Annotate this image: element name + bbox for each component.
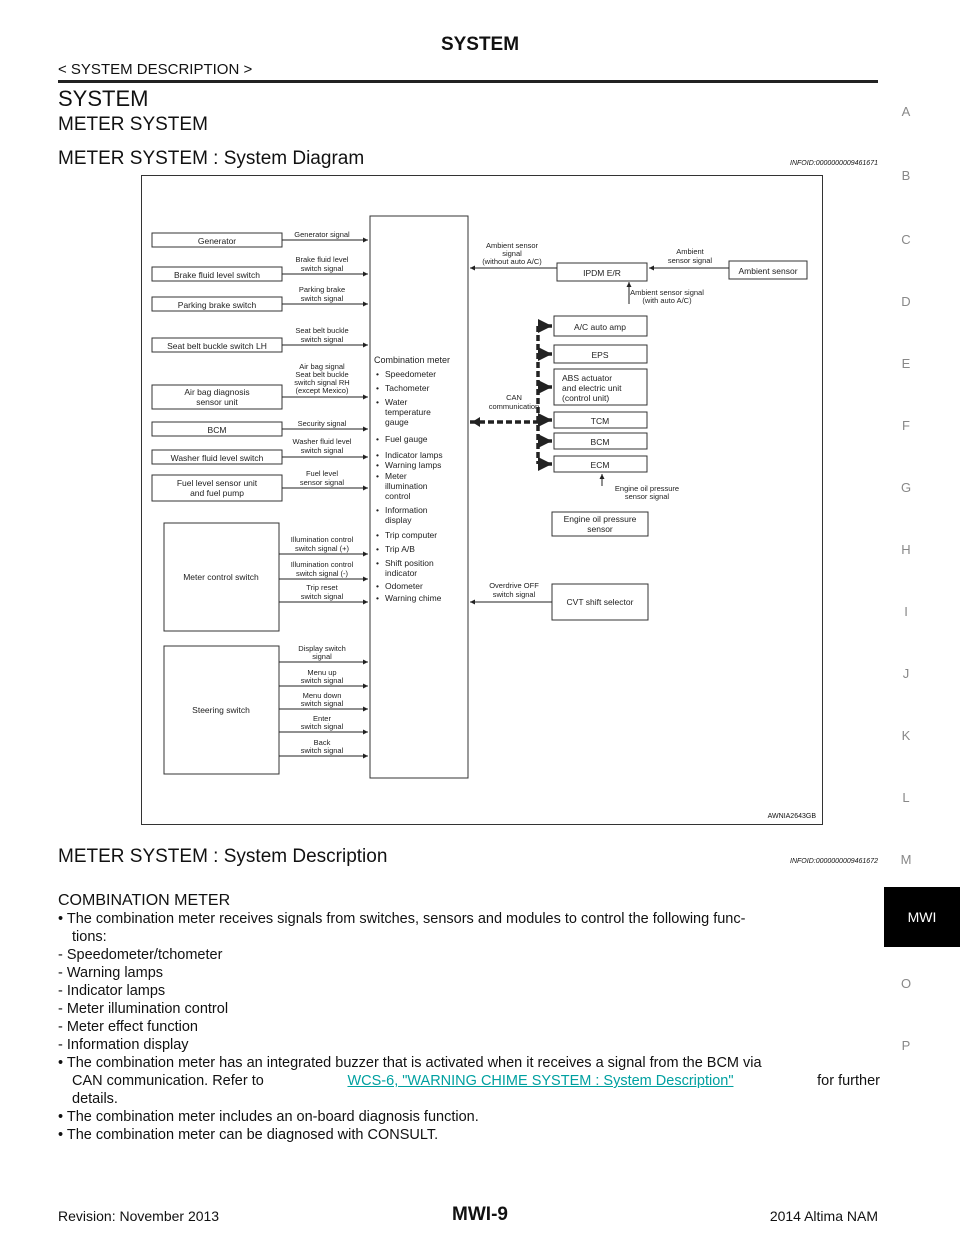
sig-display-1: Display switch: [298, 644, 346, 653]
index-letter-h[interactable]: H: [901, 542, 911, 557]
label-abs-3: (control unit): [562, 393, 610, 403]
meter-item-odometer: Odometer: [385, 581, 423, 591]
sig-illum-plus-1: Illumination control: [290, 535, 354, 544]
sig-back-1: Back: [313, 738, 331, 747]
sig-generator: Generator signal: [294, 230, 350, 239]
index-letter-l[interactable]: L: [902, 790, 910, 805]
sig-enter-1: Enter: [313, 714, 331, 723]
bullet-1-line-2: tions:: [72, 929, 107, 945]
index-letter-d[interactable]: D: [901, 294, 911, 309]
label-tcm: TCM: [590, 416, 610, 426]
heading-system-description: METER SYSTEM : System Description: [58, 846, 388, 867]
label-oil-1: Engine oil pressure: [563, 514, 637, 524]
meter-item-tachometer: Tachometer: [385, 383, 430, 393]
meter-item-trip-ab: Trip A/B: [385, 544, 415, 554]
label-abs-2: and electric unit: [562, 383, 622, 393]
label-can-1: CAN: [506, 393, 522, 402]
sig-menu-up-2: switch signal: [300, 676, 344, 685]
system-diagram-svg: [142, 176, 822, 824]
label-brake-fluid: Brake fluid level switch: [174, 270, 260, 280]
heading-meter-system: METER SYSTEM: [58, 114, 208, 135]
sig-airbag-4: (except Mexico): [295, 386, 349, 395]
meter-item-gauge: gauge: [385, 417, 409, 427]
page-title: SYSTEM: [440, 34, 520, 55]
index-letter-c[interactable]: C: [901, 232, 911, 247]
bullet-2-text-post: for further: [817, 1073, 880, 1089]
sig-oil-2: sensor signal: [624, 492, 670, 501]
sig-trip-2: switch signal: [300, 592, 344, 601]
label-bcm-right: BCM: [590, 437, 610, 447]
sig-ambient-out-1: Ambient: [676, 247, 704, 256]
meter-item-9: •: [376, 530, 379, 540]
bullet-4: • The combination meter can be diagnosed with CONSULT.: [58, 1127, 439, 1143]
label-generator: Generator: [197, 236, 237, 246]
meter-item-meter: Meter: [385, 471, 407, 481]
sig-security: Security signal: [297, 419, 347, 428]
label-ambient-sensor: Ambient sensor: [738, 266, 798, 276]
label-oil-2: sensor: [587, 524, 613, 534]
meter-item-13: •: [376, 593, 379, 603]
bullet-2-line-2: [72, 1072, 880, 1090]
sig-washer-1: Washer fluid level: [292, 437, 352, 446]
label-meter-control-switch: Meter control switch: [183, 572, 259, 582]
sig-oil-1: Engine oil pressure: [614, 484, 680, 493]
label-fuel-1: Fuel level sensor unit: [176, 478, 258, 488]
sig-ambient-in-1: Ambient sensor: [485, 241, 539, 250]
sig-airbag-3: switch signal RH: [294, 378, 350, 387]
sig-parking-1: Parking brake: [298, 285, 346, 294]
index-letter-a[interactable]: A: [901, 104, 911, 119]
index-letter-k[interactable]: K: [901, 728, 911, 743]
label-can-2: communication: [488, 402, 540, 411]
dash-item-5: - Meter effect function: [58, 1019, 198, 1035]
figure-id: AWNIA2643GB: [767, 813, 816, 820]
meter-item-6: •: [376, 460, 379, 470]
sig-ambient-in-3: (without auto A/C): [482, 257, 542, 266]
label-bcm-left: BCM: [207, 425, 227, 435]
sig-ambient-auto-1: Ambient sensor signal: [630, 288, 704, 297]
dash-item-3: - Indicator lamps: [58, 983, 166, 999]
label-cvt: CVT shift selector: [566, 597, 634, 607]
sig-seat-1: Seat belt buckle: [295, 326, 349, 335]
label-seat-belt: Seat belt buckle switch LH: [167, 341, 267, 351]
meter-item-fuel-gauge: Fuel gauge: [385, 434, 428, 444]
label-abs-1: ABS actuator: [562, 373, 613, 383]
meter-item-warning-chime: Warning chime: [385, 593, 442, 603]
index-letter-m[interactable]: M: [900, 852, 912, 867]
sig-ambient-out-2: sensor signal: [667, 256, 713, 265]
meter-title: Combination meter: [374, 355, 451, 365]
sig-ambient-in-2: signal: [502, 249, 522, 258]
label-washer: Washer fluid level switch: [170, 453, 264, 463]
index-letter-b[interactable]: B: [901, 168, 911, 183]
meter-item-12: •: [376, 581, 379, 591]
label-fuel-2: and fuel pump: [190, 488, 244, 498]
info-id-description: INFOID:0000000009461672: [790, 858, 878, 865]
sig-fuel-1: Fuel level: [305, 469, 339, 478]
sig-airbag-1: Air bag signal: [299, 362, 345, 371]
label-steering-switch: Steering switch: [192, 705, 250, 715]
label-parking-brake: Parking brake switch: [177, 300, 257, 310]
meter-item-11: •: [376, 558, 379, 568]
label-eps: EPS: [591, 350, 609, 360]
label-airbag-1: Air bag diagnosis: [184, 387, 250, 397]
meter-item-speedometer: Speedometer: [385, 369, 437, 379]
index-letter-g[interactable]: G: [900, 480, 912, 495]
footer-page-number: MWI-9: [452, 1204, 508, 1225]
meter-item-water: Water: [385, 397, 408, 407]
footer-model: 2014 Altima NAM: [769, 1208, 878, 1224]
sig-illum-minus-2: switch signal (-): [295, 569, 349, 578]
sig-washer-2: switch signal: [300, 446, 344, 455]
meter-item-2: •: [376, 383, 379, 393]
section-path: < SYSTEM DESCRIPTION >: [58, 61, 253, 78]
info-id-diagram: INFOID:0000000009461671: [790, 160, 878, 167]
label-ac-auto-amp: A/C auto amp: [574, 322, 626, 332]
meter-item-1: •: [376, 369, 379, 379]
bullet-2-line-1: • The combination meter has an integrated buzzer that is activated when it receives a signal from the BCM via: [58, 1055, 762, 1071]
sig-parking-2: switch signal: [300, 294, 344, 303]
sig-seat-2: switch signal: [300, 335, 344, 344]
sig-brake-1: Brake fluid level: [295, 255, 349, 264]
label-airbag-2: sensor unit: [196, 397, 238, 407]
meter-item-temperature: temperature: [385, 407, 431, 417]
sig-menu-up-1: Menu up: [307, 668, 337, 677]
heading-system: SYSTEM: [58, 86, 149, 111]
dash-item-1: - Speedometer/tchometer: [58, 947, 223, 963]
heading-system-diagram: METER SYSTEM : System Diagram: [58, 148, 365, 169]
sig-od-2: switch signal: [492, 590, 536, 599]
meter-item-shift-position: Shift position: [385, 558, 434, 568]
sig-fuel-2: sensor signal: [299, 478, 345, 487]
sig-menu-down-1: Menu down: [302, 691, 342, 700]
dash-item-6: - Information display: [58, 1037, 189, 1053]
reference-link-wcs-6[interactable]: WCS-6, "WARNING CHIME SYSTEM : System Description": [347, 1073, 734, 1089]
meter-item-warning-lamps: Warning lamps: [385, 460, 442, 470]
sig-menu-down-2: switch signal: [300, 699, 344, 708]
index-letter-i[interactable]: I: [904, 604, 908, 619]
system-diagram: [141, 175, 823, 825]
label-ipdm: IPDM E/R: [583, 268, 621, 278]
bullet-3: • The combination meter includes an on-board diagnosis function.: [58, 1109, 479, 1125]
sig-airbag-2: Seat belt buckle: [295, 370, 349, 379]
bullet-1-line-1: • The combination meter receives signals from switches, sensors and modules to control the following func-: [58, 911, 746, 927]
sig-illum-minus-1: Illumination control: [290, 560, 354, 569]
meter-item-5: •: [376, 450, 379, 460]
sig-enter-2: switch signal: [300, 722, 344, 731]
meter-item-3: •: [376, 397, 379, 407]
meter-item-10: •: [376, 544, 379, 554]
header-rule: [58, 80, 878, 83]
bullet-2-line-3: details.: [72, 1091, 118, 1107]
meter-item-indicator: indicator: [385, 568, 418, 578]
meter-item-7: •: [376, 471, 379, 481]
sig-illum-plus-2: switch signal (+): [295, 544, 349, 553]
meter-item-indicator-lamps: Indicator lamps: [385, 450, 443, 460]
footer-revision: Revision: November 2013: [58, 1208, 220, 1224]
dash-item-2: - Warning lamps: [58, 965, 164, 981]
meter-item-4: •: [376, 434, 379, 444]
sig-brake-2: switch signal: [300, 264, 344, 273]
sig-trip-1: Trip reset: [306, 583, 338, 592]
index-letter-j[interactable]: J: [902, 666, 910, 681]
meter-item-trip-computer: Trip computer: [385, 530, 438, 540]
meter-item-illumination: illumination: [385, 481, 428, 491]
sig-ambient-auto-2: (with auto A/C): [642, 296, 692, 305]
sig-back-2: switch signal: [300, 746, 344, 755]
bullet-2-text-pre: CAN communication. Refer to: [72, 1073, 264, 1089]
index-letter-e[interactable]: E: [901, 356, 911, 371]
sig-od-1: Overdrive OFF: [489, 581, 539, 590]
meter-item-control: control: [385, 491, 411, 501]
dash-item-4: - Meter illumination control: [58, 1001, 229, 1017]
heading-combination-meter: COMBINATION METER: [58, 892, 231, 909]
label-ecm: ECM: [590, 460, 610, 470]
index-letter-o[interactable]: O: [900, 976, 912, 991]
meter-item-display: display: [385, 515, 412, 525]
sig-display-2: signal: [312, 652, 332, 661]
section-tab-mwi[interactable]: MWI: [884, 887, 960, 947]
meter-item-8: •: [376, 505, 379, 515]
meter-item-information: Information: [385, 505, 428, 515]
index-letter-p[interactable]: P: [901, 1038, 911, 1053]
index-letter-f[interactable]: F: [902, 418, 910, 433]
